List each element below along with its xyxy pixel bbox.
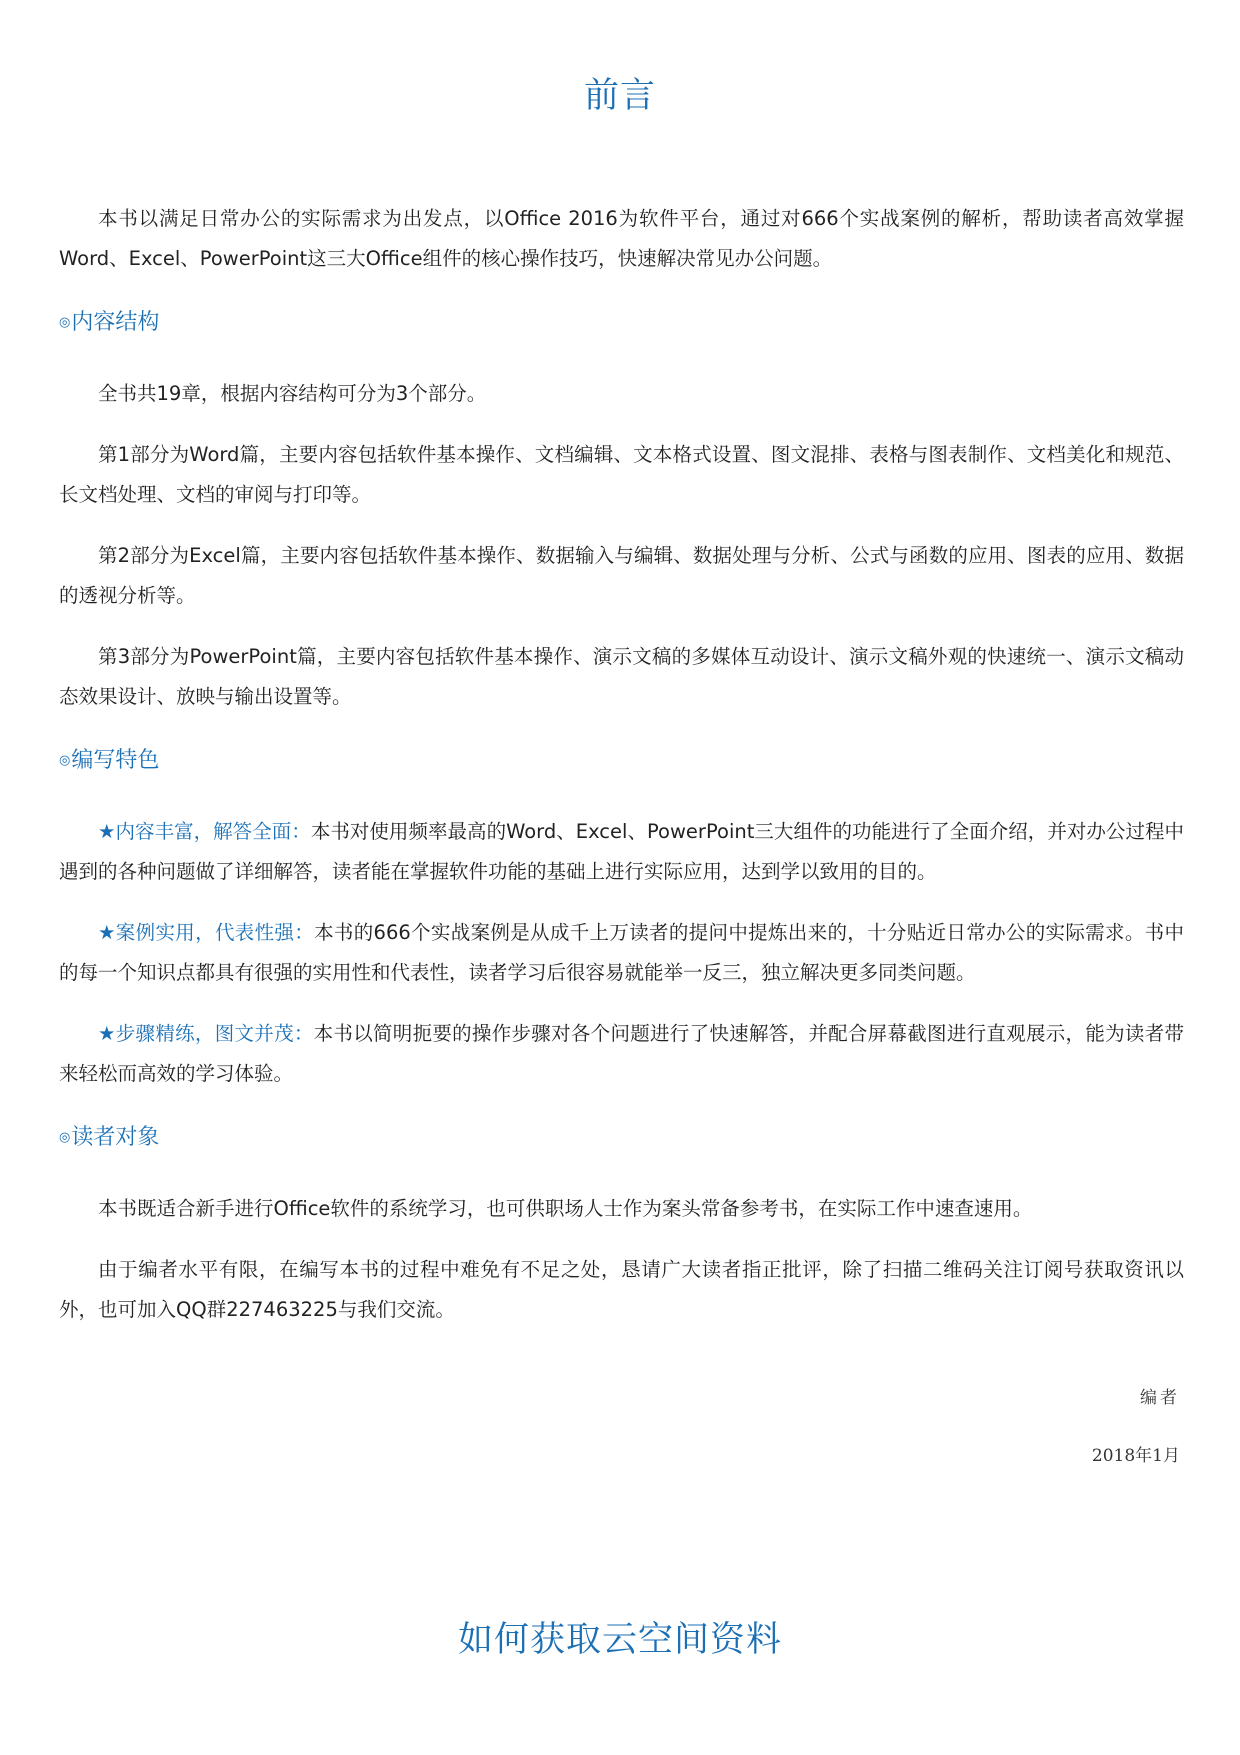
- feature-lead: ★步骤精练，图文并茂：: [98, 1022, 314, 1045]
- feature-text: 本书的666个实战案例是从成千上万读者的提问中提炼出来的，十分贴近日常办公的实际需求。书中的每一个知识点都具有很强的实用性和代表性，读者学习后很容易就能举一反三，独立解决更多同类问题。: [59, 921, 1184, 984]
- structure-paragraph: 第3部分为PowerPoint篇，主要内容包括软件基本操作、演示文稿的多媒体互动设计、演示文稿外观的快速统一、演示文稿动态效果设计、放映与输出设置等。: [59, 645, 1184, 708]
- circle-bullet-icon: ◎: [59, 315, 71, 330]
- feature-text: 本书对使用频率最高的Word、Excel、PowerPoint三大组件的功能进行了全面介绍，并对办公过程中遇到的各种问题做了详细解答，读者能在掌握软件功能的基础上进行实际应用，达到学以致用的目的。: [59, 820, 1185, 883]
- readers-paragraph: 本书既适合新手进行Office软件的系统学习，也可供职场人士作为案头常备参考书，在实际工作中速查速用。: [98, 1197, 1033, 1220]
- preface-content: [59, 199, 1184, 1351]
- feature-paragraph: [59, 812, 1184, 892]
- section-heading-label: 编写特色: [71, 748, 160, 773]
- preface-title: 前言: [583, 76, 656, 116]
- circle-bullet-icon: ◎: [59, 1130, 71, 1145]
- readers-paragraph: 由于编者水平有限，在编写本书的过程中难免有不足之处，恳请广大读者指正批评，除了扫描二维码关注订阅号获取资讯以外，也可加入QQ群227463225与我们交流。: [59, 1258, 1184, 1321]
- circle-bullet-icon: ◎: [59, 753, 71, 768]
- structure-paragraph: 第1部分为Word篇，主要内容包括软件基本操作、文档编辑、文本格式设置、图文混排、表格与图表制作、文档美化和规范、长文档处理、文档的审阅与打印等。: [59, 443, 1184, 506]
- feature-lead: ★内容丰富，解答全面：: [98, 820, 311, 843]
- structure-paragraph: 第2部分为Excel篇，主要内容包括软件基本操作、数据输入与编辑、数据处理与分析、公式与函数的应用、图表的应用、数据的透视分析等。: [59, 544, 1184, 607]
- section-heading-readers: [59, 1118, 1184, 1158]
- feature-lead: ★案例实用，代表性强：: [98, 921, 315, 944]
- editor-signature: 编者: [1140, 1388, 1180, 1408]
- intro-paragraph: 本书以满足日常办公的实际需求为出发点，以Office 2016为软件平台，通过对666个实战案例的解析，帮助读者高效掌握Word、Excel、PowerPoint这三大Office组件的核心操作技巧，快速解决常见办公问题。: [59, 207, 1184, 270]
- next-section-title: 如何获取云空间资料: [457, 1620, 782, 1660]
- feature-text: 本书以简明扼要的操作步骤对各个问题进行了快速解答，并配合屏幕截图进行直观展示，能为读者带来轻松而高效的学习体验。: [59, 1022, 1184, 1085]
- section-heading-features: [59, 741, 1184, 781]
- feature-paragraph: [59, 1014, 1184, 1094]
- structure-paragraph: 全书共19章，根据内容结构可分为3个部分。: [98, 382, 487, 405]
- section-heading-structure: [59, 303, 1184, 343]
- signature-date: 2018年1月: [1091, 1446, 1180, 1466]
- feature-paragraph: [59, 913, 1184, 993]
- section-heading-label: 内容结构: [71, 310, 160, 335]
- section-heading-label: 读者对象: [71, 1125, 160, 1150]
